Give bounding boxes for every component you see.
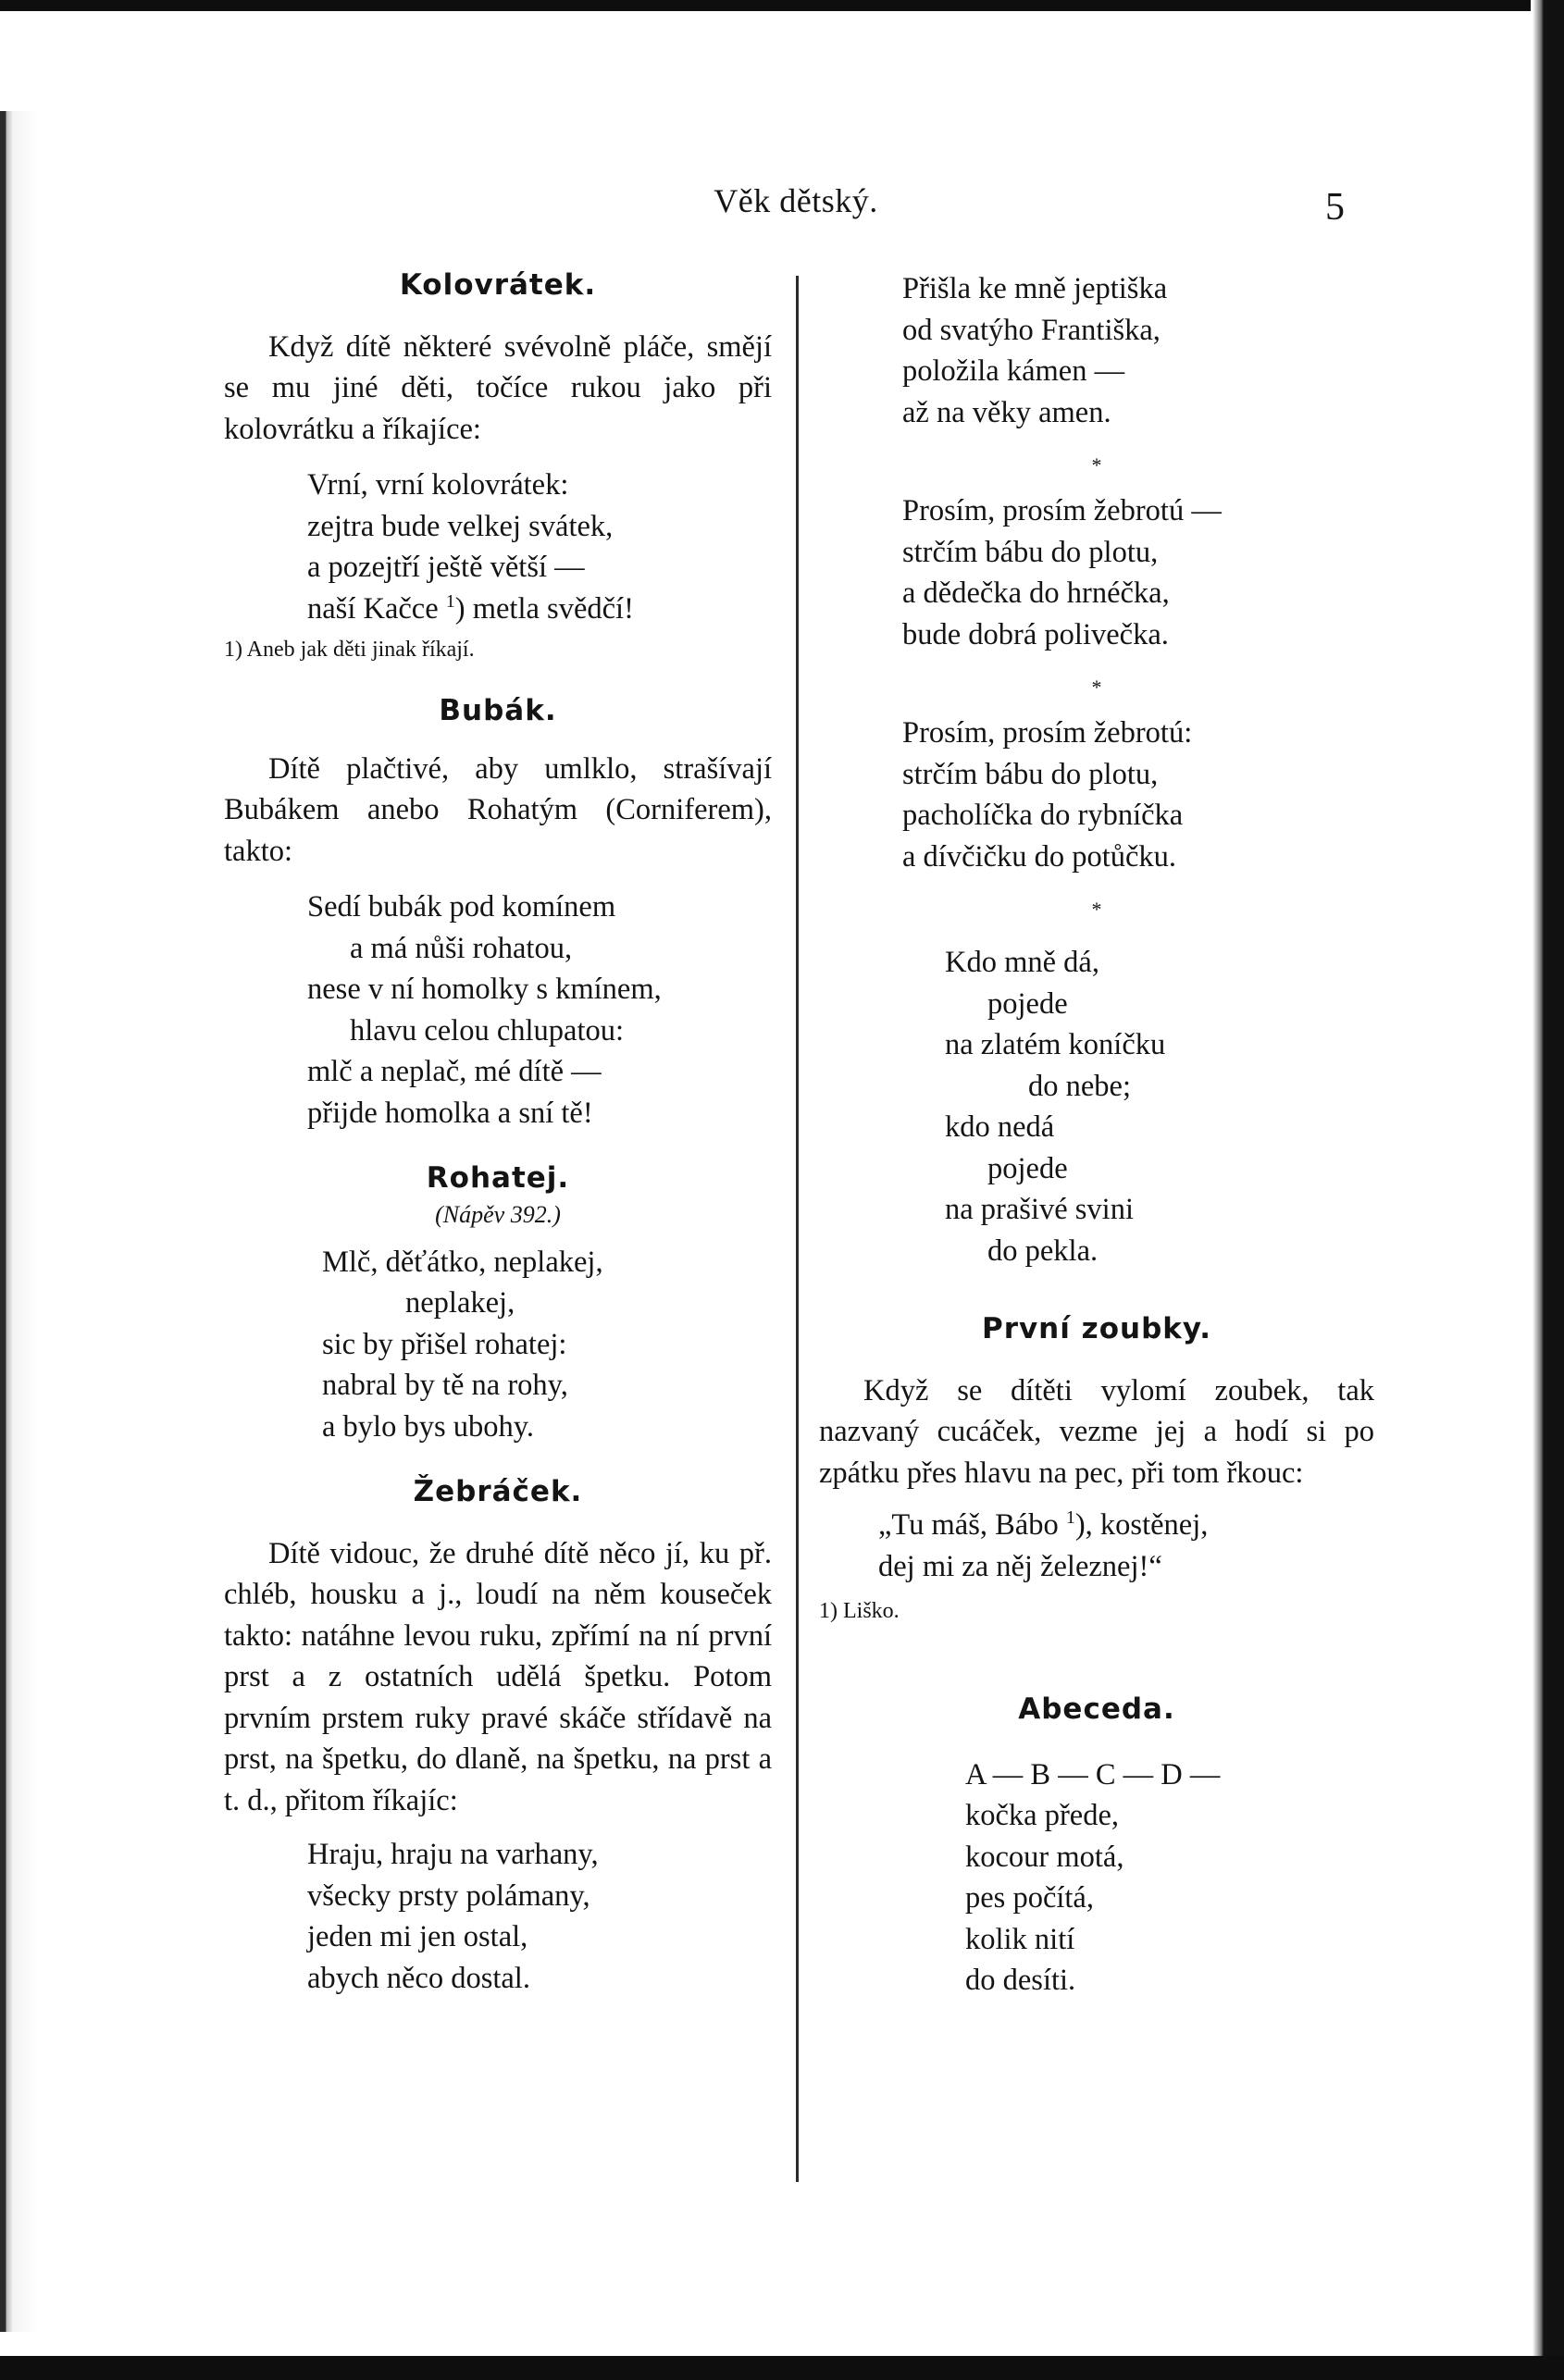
verse-line: Přišla ke mně jeptiška [902,272,1168,305]
verse-line-end: ), kostěnej, [1074,1508,1209,1542]
separator-asterisk: * [1091,676,1102,699]
verse-line: jeden mi jen ostal, [307,1920,528,1953]
verse-line: od svatýho Františka, [902,313,1161,347]
verse-kolovratek [307,465,772,629]
verse-line: zejtra bude velkej svátek, [307,509,614,543]
verse-zebrotu-1 [902,490,1374,655]
verse-line [878,1505,1374,1546]
intro-zebracek: Dítě vidouc, že druhé dítě něco jí, ku př. chléb, housku a j., loudí na něm kouseček takto: natáhne levou ruku, zpřímí na ní první prst a z ostatních udělá špetku. Potom prvním prstem ruky pravé skáče střídavě na prst, na špetku, do dlaně, na špetku, na prst a t. d., přitom říkajíc: [224,1536,772,1817]
verse-kdo-mne-da [945,942,1374,1271]
verse-abeceda [965,1754,1374,2002]
verse-rohatej [322,1242,772,1448]
separator-asterisk: * [1091,453,1102,477]
verse-line: přijde homolka a sní tě! [307,1096,593,1130]
section-title-bubak: Bubák. [439,694,557,727]
page-number: 5 [1325,186,1345,229]
verse-line: do nebe; [1028,1069,1132,1103]
verse-line: strčím bábu do plotu, [902,535,1159,569]
verse-line: A — B — C — D — [965,1757,1221,1791]
verse-line: neplakej, [405,1286,515,1320]
verse-line: abych něco dostal. [307,1961,530,1995]
verse-line: Sedí bubák pod komínem [307,890,616,923]
footnote-prvni-zoubky [819,1596,1374,1626]
verse-line: Kdo mně dá, [945,946,1099,979]
verse-line: kolik nití [965,1922,1075,1956]
verse-line: sic by přišel rohatej: [322,1327,567,1361]
column-divider [796,276,799,2182]
intro-kolovratek: Když dítě některé svévolně pláče, smějí se mu jiné děti, točíce rukou jako při kolovrátku a říkajíce: [224,329,772,446]
verse-line: Prosím, prosím žebrotú: [902,716,1193,750]
verse-line: a dědečka do hrnéčka, [902,576,1170,610]
verse-line: pojede [987,986,1068,1021]
tune-reference: (Nápěv 392.) [435,1200,561,1228]
running-head: Věk dětský. [714,182,878,219]
section-title-abeceda: Abeceda. [1018,1692,1175,1726]
verse-line: do pekla. [987,1233,1099,1268]
verse-line: Vrní, vrní kolovrátek: [307,468,569,502]
verse-prvni-zoubky [878,1505,1374,1587]
section-title-rohatej: Rohatej. [426,1161,570,1195]
verse-line: hlavu celou chlupatou: [350,1013,625,1047]
intro-bubak: Dítě plačtivé, aby umlklo, strašívají Bubákem anebo Rohatým (Corniferem), takto: [224,751,772,868]
footnote-mark: 1 [1065,1507,1075,1529]
intro-prvni-zoubky: Když se dítěti vylomí zoubek, tak nazvaný cucáček, vezme jej a hodí si po zpátku přes hlavu na pec, při tom řkouc: [819,1373,1374,1490]
separator-asterisk: * [1091,898,1102,921]
verse-line: a pozejtří ještě větší — [307,551,585,584]
section-title-kolovratek: Kolovrátek. [399,268,597,302]
left-column [224,265,772,1999]
verse-line-start: „Tu máš, Bábo [878,1508,1059,1542]
verse-line: dej mi za něj železnej!“ [878,1549,1162,1583]
verse-line: nabral by tě na rohy, [322,1369,568,1402]
verse-line: do desíti. [965,1964,1076,1997]
verse-line: kočka přede, [965,1799,1120,1832]
footnote-mark: 1 [445,590,455,612]
verse-line: mlč a neplač, mé dítě — [307,1055,602,1088]
footnote-kolovratek [224,635,772,664]
verse-line: a má nůši rohatou, [350,931,573,965]
verse-line [307,589,772,630]
verse-line-end: ) metla svědčí! [454,591,634,626]
verse-bubak [307,886,772,1134]
verse-zebracek [307,1834,772,1999]
verse-line: pojede [987,1151,1068,1185]
verse-line: strčím bábu do plotu, [902,757,1159,791]
footnote-text: ) Liško. [830,1599,900,1623]
verse-line: kdo nedá [945,1110,1055,1144]
verse-line: nese v ní homolky s kmínem, [307,973,662,1006]
footnote-number: 1 [224,638,235,662]
footnote-number: 1 [819,1599,830,1623]
footnote-text: ) Aneb jak děti jinak říkají. [235,638,475,662]
verse-line: pes počítá, [965,1881,1094,1915]
scan-edge-bottom [0,2356,1564,2380]
verse-line: položila kámen — [902,354,1125,388]
section-title-zebracek: Žebráček. [413,1475,583,1508]
verse-line: kocour motá, [965,1840,1124,1874]
verse-line: a dívčičku do potůčku. [902,839,1177,874]
verse-line: Mlč, děťátko, neplakej, [322,1245,603,1279]
verse-line: na zlatém koníčku [945,1028,1166,1061]
verse-line: a bylo bys ubohy. [322,1409,534,1444]
verse-line-start: naší Kačce [307,591,439,626]
verse-jeptiska [902,268,1374,433]
verse-line: pacholíčka do rybníčka [902,799,1184,832]
verse-line: bude dobrá polivečka. [902,617,1169,651]
verse-line: až na věky amen. [902,395,1111,429]
verse-line: Hraju, hraju na varhany, [307,1838,599,1871]
scan-edge-left [0,111,56,2332]
right-column [819,268,1374,2002]
verse-line: Prosím, prosím žebrotú — [902,494,1222,527]
verse-line: všecky prsty polámany, [307,1878,590,1913]
section-title-prvni-zoubky: První zoubky. [981,1312,1212,1345]
scan-edge-top [0,0,1564,11]
scan-edge-right [1531,0,1564,2380]
verse-line: na prašivé svini [945,1193,1134,1226]
verse-zebrotu-2 [902,713,1374,877]
